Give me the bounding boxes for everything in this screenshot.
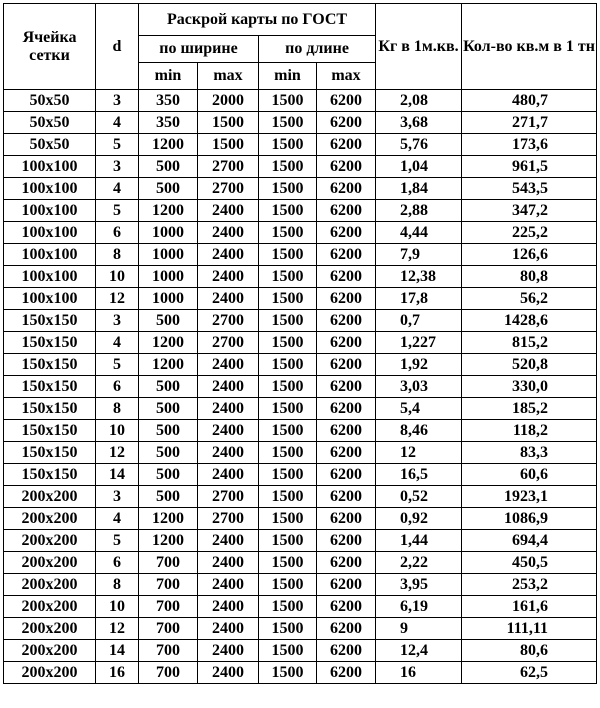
cell-size: 200x200	[4, 618, 96, 640]
table-row	[4, 200, 597, 222]
cell-size: 200x200	[4, 530, 96, 552]
width-min: 500	[139, 156, 198, 178]
width-max: 2400	[198, 376, 259, 398]
sqm-per-ton: 1923,1	[462, 486, 597, 508]
cell-size: 200x200	[4, 552, 96, 574]
length-min: 1500	[259, 398, 317, 420]
cell-size: 100x100	[4, 156, 96, 178]
width-max: 2700	[198, 156, 259, 178]
sqm-per-ton: 80,8	[462, 266, 597, 288]
wire-diameter: 12	[96, 288, 139, 310]
length-max: 6200	[317, 618, 376, 640]
header-length-min: min	[259, 63, 317, 90]
table-header	[4, 4, 597, 90]
kg-per-sqm: 3,03	[376, 376, 462, 398]
kg-per-sqm: 2,22	[376, 552, 462, 574]
width-max: 2700	[198, 178, 259, 200]
table-row	[4, 640, 597, 662]
table-row	[4, 112, 597, 134]
table-row	[4, 156, 597, 178]
sqm-per-ton: 520,8	[462, 354, 597, 376]
cell-size: 150x150	[4, 354, 96, 376]
kg-per-sqm: 0,92	[376, 508, 462, 530]
width-min: 700	[139, 640, 198, 662]
length-min: 1500	[259, 596, 317, 618]
length-min: 1500	[259, 618, 317, 640]
cell-size: 150x150	[4, 464, 96, 486]
width-max: 2400	[198, 244, 259, 266]
kg-per-sqm: 7,9	[376, 244, 462, 266]
length-max: 6200	[317, 134, 376, 156]
length-max: 6200	[317, 398, 376, 420]
sqm-per-ton: 161,6	[462, 596, 597, 618]
kg-per-sqm: 3,68	[376, 112, 462, 134]
width-max: 2400	[198, 420, 259, 442]
length-min: 1500	[259, 640, 317, 662]
wire-diameter: 16	[96, 662, 139, 684]
header-cell: Ячейка сетки	[4, 4, 96, 90]
width-max: 2700	[198, 508, 259, 530]
sqm-per-ton: 253,2	[462, 574, 597, 596]
cell-size: 150x150	[4, 420, 96, 442]
header-by-width: по ширине	[139, 36, 259, 63]
width-min: 1200	[139, 200, 198, 222]
table-row	[4, 530, 597, 552]
length-min: 1500	[259, 574, 317, 596]
width-min: 500	[139, 398, 198, 420]
width-max: 2400	[198, 442, 259, 464]
kg-per-sqm: 1,04	[376, 156, 462, 178]
kg-per-sqm: 0,7	[376, 310, 462, 332]
length-min: 1500	[259, 332, 317, 354]
length-min: 1500	[259, 156, 317, 178]
sqm-per-ton: 1428,6	[462, 310, 597, 332]
wire-diameter: 4	[96, 508, 139, 530]
width-max: 2400	[198, 398, 259, 420]
width-max: 2700	[198, 332, 259, 354]
length-max: 6200	[317, 530, 376, 552]
sqm-per-ton: 225,2	[462, 222, 597, 244]
sqm-per-ton: 126,6	[462, 244, 597, 266]
length-max: 6200	[317, 90, 376, 112]
length-min: 1500	[259, 112, 317, 134]
cell-size: 200x200	[4, 574, 96, 596]
table-row	[4, 332, 597, 354]
width-max: 1500	[198, 134, 259, 156]
wire-diameter: 8	[96, 574, 139, 596]
length-max: 6200	[317, 596, 376, 618]
table-row	[4, 464, 597, 486]
length-min: 1500	[259, 200, 317, 222]
width-max: 2400	[198, 530, 259, 552]
length-min: 1500	[259, 310, 317, 332]
length-max: 6200	[317, 442, 376, 464]
header-width-max: max	[198, 63, 259, 90]
cell-size: 150x150	[4, 310, 96, 332]
length-min: 1500	[259, 90, 317, 112]
length-max: 6200	[317, 376, 376, 398]
width-min: 1200	[139, 530, 198, 552]
header-kg-per-sqm: Кг в 1м.кв.	[376, 4, 462, 90]
kg-per-sqm: 12	[376, 442, 462, 464]
cell-size: 150x150	[4, 376, 96, 398]
cell-size: 50x50	[4, 112, 96, 134]
length-max: 6200	[317, 178, 376, 200]
length-min: 1500	[259, 376, 317, 398]
table-row	[4, 596, 597, 618]
header-width-min: min	[139, 63, 198, 90]
table-row	[4, 90, 597, 112]
width-max: 2400	[198, 200, 259, 222]
kg-per-sqm: 5,76	[376, 134, 462, 156]
mesh-spec-table	[3, 3, 597, 684]
width-max: 2400	[198, 266, 259, 288]
width-min: 1200	[139, 508, 198, 530]
width-min: 500	[139, 486, 198, 508]
width-min: 1200	[139, 354, 198, 376]
table-row	[4, 178, 597, 200]
width-min: 700	[139, 618, 198, 640]
table-row	[4, 398, 597, 420]
length-min: 1500	[259, 178, 317, 200]
wire-diameter: 5	[96, 530, 139, 552]
header-length-max: max	[317, 63, 376, 90]
kg-per-sqm: 16,5	[376, 464, 462, 486]
length-max: 6200	[317, 288, 376, 310]
width-min: 500	[139, 420, 198, 442]
length-min: 1500	[259, 266, 317, 288]
cell-size: 100x100	[4, 222, 96, 244]
wire-diameter: 5	[96, 134, 139, 156]
header-sqm-per-ton: Кол-во кв.м в 1 тн	[462, 4, 597, 90]
width-min: 350	[139, 90, 198, 112]
table-body	[4, 90, 597, 684]
width-min: 1000	[139, 244, 198, 266]
wire-diameter: 8	[96, 398, 139, 420]
wire-diameter: 3	[96, 156, 139, 178]
table-row	[4, 266, 597, 288]
sqm-per-ton: 271,7	[462, 112, 597, 134]
wire-diameter: 6	[96, 552, 139, 574]
kg-per-sqm: 16	[376, 662, 462, 684]
wire-diameter: 4	[96, 112, 139, 134]
width-min: 700	[139, 596, 198, 618]
length-min: 1500	[259, 288, 317, 310]
length-max: 6200	[317, 574, 376, 596]
cell-size: 100x100	[4, 200, 96, 222]
cell-size: 200x200	[4, 596, 96, 618]
width-max: 2400	[198, 596, 259, 618]
length-min: 1500	[259, 244, 317, 266]
sqm-per-ton: 83,3	[462, 442, 597, 464]
sqm-per-ton: 450,5	[462, 552, 597, 574]
cell-size: 100x100	[4, 288, 96, 310]
wire-diameter: 14	[96, 640, 139, 662]
kg-per-sqm: 17,8	[376, 288, 462, 310]
width-max: 2400	[198, 288, 259, 310]
header-gost-cutting: Раскрой карты по ГОСТ	[139, 4, 376, 36]
wire-diameter: 5	[96, 200, 139, 222]
table-row	[4, 486, 597, 508]
width-min: 500	[139, 310, 198, 332]
sqm-per-ton: 347,2	[462, 200, 597, 222]
length-min: 1500	[259, 662, 317, 684]
width-min: 350	[139, 112, 198, 134]
kg-per-sqm: 2,08	[376, 90, 462, 112]
length-min: 1500	[259, 552, 317, 574]
width-min: 700	[139, 662, 198, 684]
length-min: 1500	[259, 134, 317, 156]
wire-diameter: 4	[96, 178, 139, 200]
kg-per-sqm: 8,46	[376, 420, 462, 442]
length-max: 6200	[317, 332, 376, 354]
length-max: 6200	[317, 266, 376, 288]
cell-size: 150x150	[4, 398, 96, 420]
kg-per-sqm: 1,227	[376, 332, 462, 354]
width-min: 1000	[139, 222, 198, 244]
width-min: 700	[139, 552, 198, 574]
cell-size: 200x200	[4, 640, 96, 662]
wire-diameter: 12	[96, 618, 139, 640]
cell-size: 100x100	[4, 244, 96, 266]
kg-per-sqm: 0,52	[376, 486, 462, 508]
length-max: 6200	[317, 112, 376, 134]
table-row	[4, 442, 597, 464]
width-max: 2400	[198, 662, 259, 684]
kg-per-sqm: 1,84	[376, 178, 462, 200]
kg-per-sqm: 2,88	[376, 200, 462, 222]
width-max: 2000	[198, 90, 259, 112]
width-min: 500	[139, 178, 198, 200]
kg-per-sqm: 3,95	[376, 574, 462, 596]
length-max: 6200	[317, 640, 376, 662]
width-min: 1200	[139, 332, 198, 354]
table-row	[4, 134, 597, 156]
table-row	[4, 662, 597, 684]
length-max: 6200	[317, 156, 376, 178]
length-max: 6200	[317, 420, 376, 442]
wire-diameter: 10	[96, 266, 139, 288]
width-max: 2400	[198, 640, 259, 662]
table-row	[4, 288, 597, 310]
sqm-per-ton: 694,4	[462, 530, 597, 552]
length-max: 6200	[317, 354, 376, 376]
sqm-per-ton: 173,6	[462, 134, 597, 156]
table-row	[4, 310, 597, 332]
kg-per-sqm: 12,4	[376, 640, 462, 662]
width-max: 2700	[198, 486, 259, 508]
width-max: 1500	[198, 112, 259, 134]
sqm-per-ton: 56,2	[462, 288, 597, 310]
sqm-per-ton: 62,5	[462, 662, 597, 684]
width-min: 1000	[139, 266, 198, 288]
length-max: 6200	[317, 552, 376, 574]
kg-per-sqm: 1,44	[376, 530, 462, 552]
sqm-per-ton: 961,5	[462, 156, 597, 178]
table-row	[4, 618, 597, 640]
table-row	[4, 552, 597, 574]
sqm-per-ton: 480,7	[462, 90, 597, 112]
sqm-per-ton: 111,11	[462, 618, 597, 640]
length-min: 1500	[259, 508, 317, 530]
width-min: 500	[139, 442, 198, 464]
length-max: 6200	[317, 486, 376, 508]
wire-diameter: 8	[96, 244, 139, 266]
header-by-length: по длине	[259, 36, 376, 63]
width-min: 1200	[139, 134, 198, 156]
sqm-per-ton: 185,2	[462, 398, 597, 420]
wire-diameter: 5	[96, 354, 139, 376]
length-max: 6200	[317, 464, 376, 486]
kg-per-sqm: 12,38	[376, 266, 462, 288]
length-min: 1500	[259, 530, 317, 552]
cell-size: 150x150	[4, 332, 96, 354]
wire-diameter: 10	[96, 420, 139, 442]
width-max: 2400	[198, 574, 259, 596]
width-min: 700	[139, 574, 198, 596]
table-row	[4, 354, 597, 376]
table-row	[4, 376, 597, 398]
width-min: 1000	[139, 288, 198, 310]
cell-size: 50x50	[4, 90, 96, 112]
wire-diameter: 14	[96, 464, 139, 486]
wire-diameter: 12	[96, 442, 139, 464]
length-max: 6200	[317, 662, 376, 684]
wire-diameter: 6	[96, 222, 139, 244]
sqm-per-ton: 330,0	[462, 376, 597, 398]
length-min: 1500	[259, 420, 317, 442]
wire-diameter: 4	[96, 332, 139, 354]
length-min: 1500	[259, 486, 317, 508]
cell-size: 50x50	[4, 134, 96, 156]
length-max: 6200	[317, 200, 376, 222]
cell-size: 100x100	[4, 178, 96, 200]
length-min: 1500	[259, 464, 317, 486]
table-row	[4, 420, 597, 442]
kg-per-sqm: 5,4	[376, 398, 462, 420]
cell-size: 200x200	[4, 662, 96, 684]
cell-size: 200x200	[4, 486, 96, 508]
width-max: 2700	[198, 310, 259, 332]
sqm-per-ton: 815,2	[462, 332, 597, 354]
width-max: 2400	[198, 222, 259, 244]
table-row	[4, 222, 597, 244]
width-max: 2400	[198, 354, 259, 376]
cell-size: 100x100	[4, 266, 96, 288]
kg-per-sqm: 4,44	[376, 222, 462, 244]
width-max: 2400	[198, 464, 259, 486]
length-min: 1500	[259, 442, 317, 464]
sqm-per-ton: 118,2	[462, 420, 597, 442]
wire-diameter: 10	[96, 596, 139, 618]
wire-diameter: 3	[96, 90, 139, 112]
wire-diameter: 3	[96, 486, 139, 508]
width-max: 2400	[198, 618, 259, 640]
length-max: 6200	[317, 222, 376, 244]
width-min: 500	[139, 464, 198, 486]
sqm-per-ton: 80,6	[462, 640, 597, 662]
length-max: 6200	[317, 508, 376, 530]
cell-size: 150x150	[4, 442, 96, 464]
width-max: 2400	[198, 552, 259, 574]
wire-diameter: 6	[96, 376, 139, 398]
table-row	[4, 508, 597, 530]
kg-per-sqm: 6,19	[376, 596, 462, 618]
table-row	[4, 574, 597, 596]
sqm-per-ton: 1086,9	[462, 508, 597, 530]
length-max: 6200	[317, 244, 376, 266]
length-min: 1500	[259, 222, 317, 244]
sqm-per-ton: 543,5	[462, 178, 597, 200]
cell-size: 200x200	[4, 508, 96, 530]
kg-per-sqm: 1,92	[376, 354, 462, 376]
table-row	[4, 244, 597, 266]
length-min: 1500	[259, 354, 317, 376]
width-min: 500	[139, 376, 198, 398]
kg-per-sqm: 9	[376, 618, 462, 640]
sqm-per-ton: 60,6	[462, 464, 597, 486]
length-max: 6200	[317, 310, 376, 332]
header-diameter: d	[96, 4, 139, 90]
wire-diameter: 3	[96, 310, 139, 332]
